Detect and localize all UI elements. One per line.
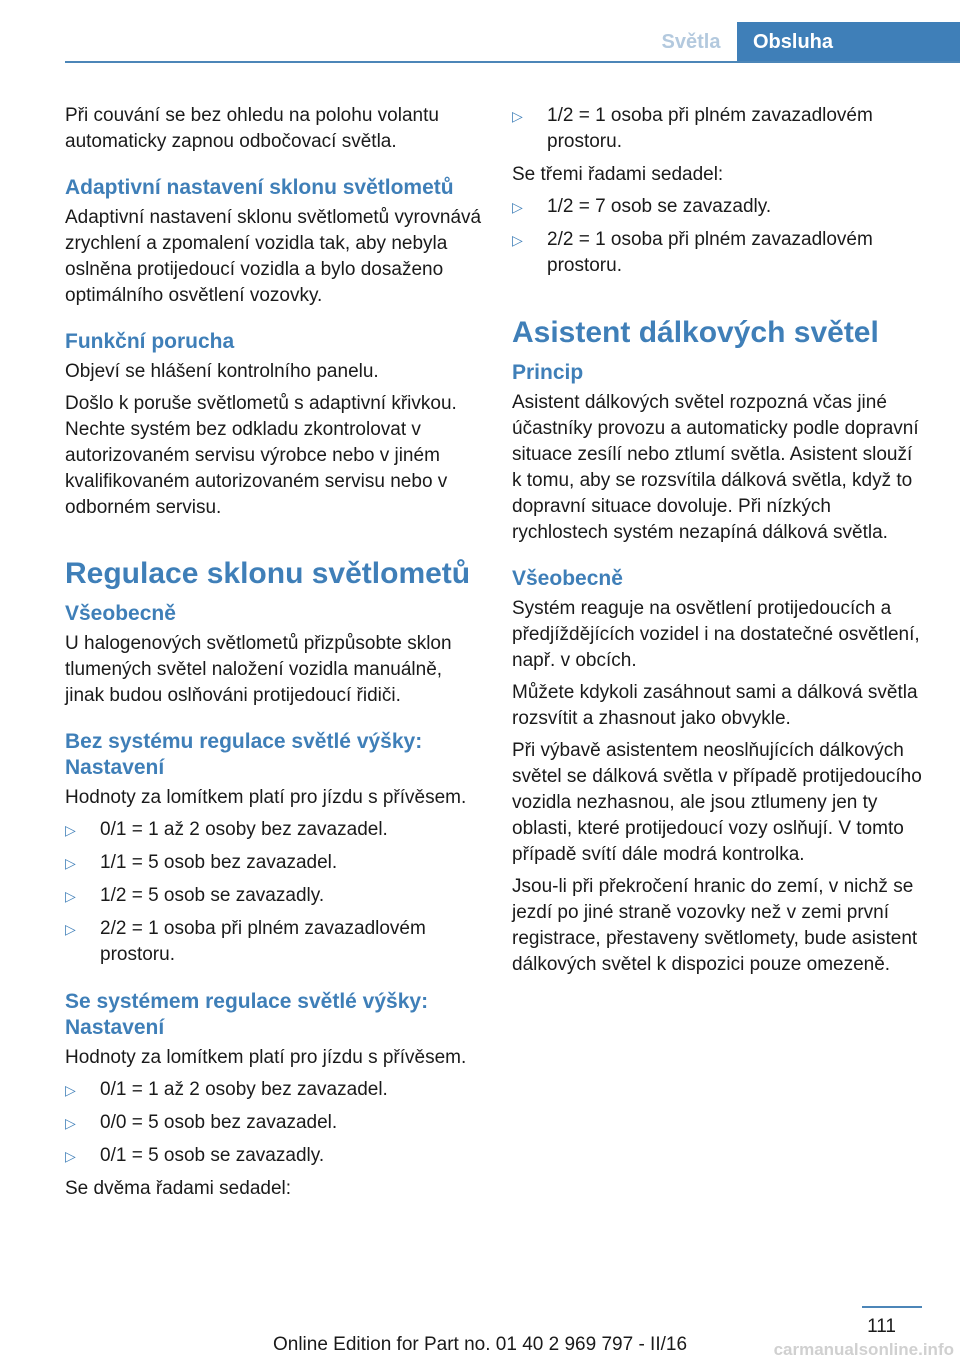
heading-principle: Princip bbox=[512, 361, 584, 384]
triangle-bullet-icon: ▷ bbox=[65, 1082, 76, 1098]
triangle-bullet-icon: ▷ bbox=[512, 232, 523, 248]
paragraph-malfunction-2: Došlo k poruše světlometů s adaptivní křivkou. Nechte systém bez odkladu zkontrolovat v autorizovaném servisu výrobce nebo v jiném kvalifikovaném autorizovaném servisu nebo v odborném servisu. bbox=[65, 393, 457, 518]
paragraph-general-right-2: Můžete kdykoli zasáhnout sami a dálková světla rozsvítit a zhasnout jako obvykle. bbox=[512, 682, 918, 729]
triangle-bullet-icon: ▷ bbox=[512, 108, 523, 124]
paragraph-intro: Při couvání se bez ohledu na polohu volantu automaticky zapnou odbočovací světla. bbox=[65, 105, 439, 152]
triangle-bullet-icon: ▷ bbox=[65, 921, 76, 937]
list-item: ▷ 1/2 = 7 osob se zavazadly. bbox=[512, 194, 926, 220]
heading-general-right: Všeobecně bbox=[512, 567, 623, 590]
heading-without-leveling-system: Bez systému regulace světlé výšky: Nastavení bbox=[65, 730, 423, 779]
triangle-bullet-icon: ▷ bbox=[65, 855, 76, 871]
paragraph-malfunction-1: Objeví se hlášení kontrolního panelu. bbox=[65, 361, 379, 382]
right-column bbox=[512, 103, 926, 984]
list-item: ▷ 0/1 = 1 až 2 osoby bez zavazadel. bbox=[65, 1077, 483, 1103]
paragraph-with-leveling-system: Hodnoty za lomítkem platí pro jízdu s přívěsem. bbox=[65, 1047, 467, 1068]
header-section-tab: Světla bbox=[661, 31, 721, 53]
triangle-bullet-icon: ▷ bbox=[65, 888, 76, 904]
list-three-seat-rows bbox=[512, 194, 926, 279]
paragraph-general-left: U halogenových světlometů přizpůsobte sklon tlumených světel naložení vozidla manuálně, jinak budou oslňováni protijedoucí řidiči. bbox=[65, 633, 452, 706]
paragraph-general-right-3: Při výbavě asistentem neoslňujících dálkových světel se dálková světla v případě protijedoucího vozidla nezhasnou, ale jsou ztlumeny jen ty oblasti, které protijedoucí vozy oslňují. V tomto případě svítí dále modrá kontrolka. bbox=[512, 740, 922, 865]
paragraph-two-seat-rows: Se dvěma řadami sedadel: bbox=[65, 1178, 292, 1199]
triangle-bullet-icon: ▷ bbox=[65, 1115, 76, 1131]
list-item: ▷ 2/2 = 1 osoba při plném zavazadlovém prostoru. bbox=[512, 229, 873, 276]
header-chapter-tab: Obsluha bbox=[737, 22, 960, 62]
paragraph-without-leveling-system: Hodnoty za lomítkem platí pro jízdu s přívěsem. bbox=[65, 787, 467, 808]
heading-adaptive-leveling: Adaptivní nastavení sklonu světlometů bbox=[65, 176, 454, 199]
triangle-bullet-icon: ▷ bbox=[512, 199, 523, 215]
triangle-bullet-icon: ▷ bbox=[65, 1148, 76, 1164]
list-with-leveling-system bbox=[65, 1077, 483, 1169]
triangle-bullet-icon: ▷ bbox=[65, 822, 76, 838]
heading-with-leveling-system: Se systémem regulace světlé výšky: Nastavení bbox=[65, 990, 429, 1039]
paragraph-general-right-1: Systém reaguje na osvětlení protijedoucích a předjíždějících vozidel i na dostatečné osvětlení, např. v obcích. bbox=[512, 598, 920, 671]
footer-rule bbox=[862, 1306, 922, 1308]
list-item: ▷ 0/1 = 5 osob se zavazadly. bbox=[65, 1143, 483, 1169]
edition-footer: Online Edition for Part no. 01 40 2 969 797 - II/16 bbox=[272, 1334, 688, 1355]
paragraph-general-right-4: Jsou-li při překročení hranic do zemí, v nichž se jezdí po jiné straně vozovky než v zemi první registrace, přestaveny světlomety, bude asistent dálkových světel k dispozici pouze omezeně. bbox=[512, 876, 918, 975]
heading-headlight-leveling: Regulace sklonu světlometů bbox=[65, 557, 471, 590]
watermark: carmanualsonline.info bbox=[773, 1340, 954, 1359]
paragraph-principle: Asistent dálkových světel rozpozná včas jiné účastníky provozu a automaticky podle dopravní situace zesílí nebo ztlumí světla. Asistent slouží k tomu, aby se rozsvítila dálková světla, když to dopravní situace dovoluje. Při nízkých rychlostech systém nezapíná dálková světla. bbox=[512, 392, 919, 543]
heading-high-beam-assistant: Asistent dálkových světel bbox=[512, 316, 879, 349]
heading-malfunction: Funkční porucha bbox=[65, 330, 235, 353]
heading-general-left: Všeobecně bbox=[65, 602, 176, 625]
header-rule bbox=[65, 61, 960, 63]
paragraph-three-seat-rows: Se třemi řadami sedadel: bbox=[512, 164, 724, 185]
list-item: ▷ 0/0 = 5 osob bez zavazadel. bbox=[65, 1110, 483, 1136]
left-column bbox=[65, 103, 483, 1208]
page-number: 111 bbox=[867, 1316, 896, 1337]
list-without-leveling-system bbox=[65, 817, 483, 968]
list-item: ▷ 1/2 = 1 osoba při plném zavazadlovém prostoru. bbox=[512, 105, 873, 152]
list-item: ▷ 1/1 = 5 osob bez zavazadel. bbox=[65, 850, 483, 876]
list-two-seat-rows bbox=[512, 103, 926, 155]
paragraph-adaptive-leveling: Adaptivní nastavení sklonu světlometů vyrovnává zrychlení a zpomalení vozidla tak, aby nebyla oslněna protijedoucí vozidla a bylo dosaženo optimálního osvětlení vozovky. bbox=[65, 207, 482, 306]
list-item: ▷ 0/1 = 1 až 2 osoby bez zavazadel. bbox=[65, 817, 483, 843]
list-item: ▷ 1/2 = 5 osob se zavazadly. bbox=[65, 883, 483, 909]
list-item: ▷ 2/2 = 1 osoba při plném zavazadlovém prostoru. bbox=[65, 918, 426, 965]
